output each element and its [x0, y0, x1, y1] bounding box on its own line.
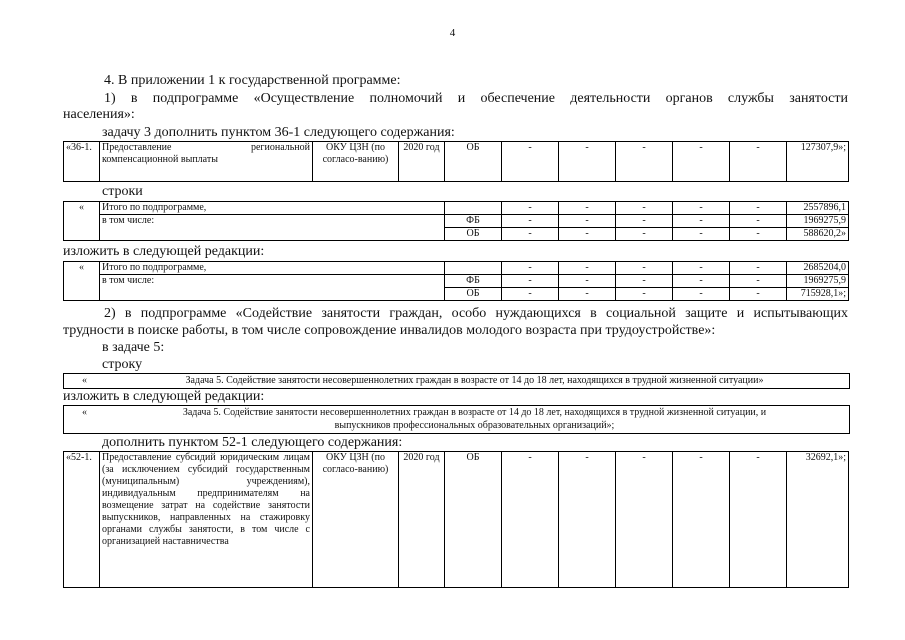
item-value: - [616, 452, 673, 588]
row-source: ФБ [445, 215, 502, 228]
table-row: ОБ - - - - - 588620,2» [64, 228, 849, 241]
paragraph-subprogram-2-cont: трудности в поиске работы, в том числе сопровождение инвалидов молодого возраста при трудоустройстве»: [63, 323, 716, 338]
paragraph-new-edition-1: изложить в следующей редакции: [63, 244, 265, 259]
item-value: - [730, 452, 787, 588]
paragraph-new-edition-2: изложить в следующей редакции: [63, 389, 265, 404]
task-5-old [63, 373, 850, 389]
table-totals-new [63, 261, 849, 301]
table-row: ОБ - - - - - 715928,1»; [64, 288, 849, 301]
item-value: - [559, 142, 616, 182]
paragraph-subprogram-2: 2) в подпрограмме «Содействие занятости граждан, особо нуждающихся в социальной защите и испытывающих [104, 306, 848, 321]
item-value: - [730, 142, 787, 182]
row-source: ФБ [445, 275, 502, 288]
task-text: Задача 5. Содействие занятости несовершеннолетних граждан в возрасте от 14 до 18 лет, находящихся в трудной жизненной ситуации» [185, 375, 764, 386]
table-row: « Итого по подпрограмме, - - - - - 2557896,1 [64, 202, 849, 215]
page-number: 4 [449, 27, 456, 39]
row-total: 588620,2» [787, 228, 849, 241]
item-name: Предоставление субсидий юридическим лицам (за исключением субсидий государственным (муниципальным) учреждениям), индивидуальным предпринимателям на возмещение затрат на содействие занятости выпускников, направленных на стажировку органами службы занятости, в том числе с организацией наставничества [100, 452, 313, 588]
row-quote: « [64, 262, 100, 301]
row-source: ОБ [445, 288, 502, 301]
table-row [64, 142, 849, 182]
row-total: 1969275,9 [787, 215, 849, 228]
item-value: - [502, 142, 559, 182]
item-number: «36-1. [64, 142, 100, 182]
paragraph-subprogram-1: 1) в подпрограмме «Осуществление полномочий и обеспечение деятельности органов службы занятости [104, 91, 848, 106]
paragraph-item-4: 4. В приложении 1 к государственной программе: [104, 73, 401, 88]
item-number: «52-1. [64, 452, 100, 588]
row-quote: « [64, 202, 100, 241]
item-total: 127307,9»; [787, 142, 849, 182]
paragraph-task-3: задачу 3 дополнить пунктом 36-1 следующего содержания: [102, 125, 455, 140]
item-year: 2020 год [399, 452, 445, 588]
item-executor: ОКУ ЦЗН (по согласо-ванию) [313, 142, 399, 182]
paragraph-row: строку [102, 357, 143, 372]
item-value: - [673, 142, 730, 182]
item-name: Предоставление региональной компенсационной выплаты [100, 142, 313, 182]
row-total: 2557896,1 [787, 202, 849, 215]
paragraph-subprogram-1-cont: населения»: [63, 107, 135, 122]
table-totals-old [63, 201, 849, 241]
row-total: 715928,1»; [787, 288, 849, 301]
task-quote: « [82, 407, 87, 418]
item-value: - [673, 452, 730, 588]
paragraph-task-5: в задаче 5: [102, 340, 165, 355]
item-total: 32692,1»; [787, 452, 849, 588]
item-source: ОБ [445, 452, 502, 588]
item-value: - [502, 452, 559, 588]
table-row: « Итого по подпрограмме, - - - - - 2685204,0 [64, 262, 849, 275]
row-label: в том числе: [100, 215, 445, 241]
paragraph-rows: строки [102, 184, 143, 199]
item-executor: ОКУ ЦЗН (по согласо-ванию) [313, 452, 399, 588]
task-text: Задача 5. Содействие занятости несовершеннолетних граждан в возрасте от 14 до 18 лет, находящихся в трудной жизненной ситуации, и выпускников профессиональных образовательных организаций»; [182, 407, 767, 431]
paragraph-item-52-1: дополнить пунктом 52-1 следующего содержания: [102, 435, 403, 450]
row-total: 2685204,0 [787, 262, 849, 275]
row-total: 1969275,9 [787, 275, 849, 288]
item-value: - [616, 142, 673, 182]
item-value: - [559, 452, 616, 588]
table-row: в том числе: ФБ - - - - - 1969275,9 [64, 215, 849, 228]
row-label: в том числе: [100, 275, 445, 301]
row-label: Итого по подпрограмме, [100, 202, 445, 215]
task-5-new [63, 405, 850, 434]
item-year: 2020 год [399, 142, 445, 182]
item-source: ОБ [445, 142, 502, 182]
row-label: Итого по подпрограмме, [100, 262, 445, 275]
task-quote: « [82, 375, 87, 386]
table-row [64, 452, 849, 588]
table-row: в том числе: ФБ - - - - - 1969275,9 [64, 275, 849, 288]
row-source: ОБ [445, 228, 502, 241]
table-item-52-1 [63, 451, 849, 588]
table-item-36-1 [63, 141, 849, 182]
